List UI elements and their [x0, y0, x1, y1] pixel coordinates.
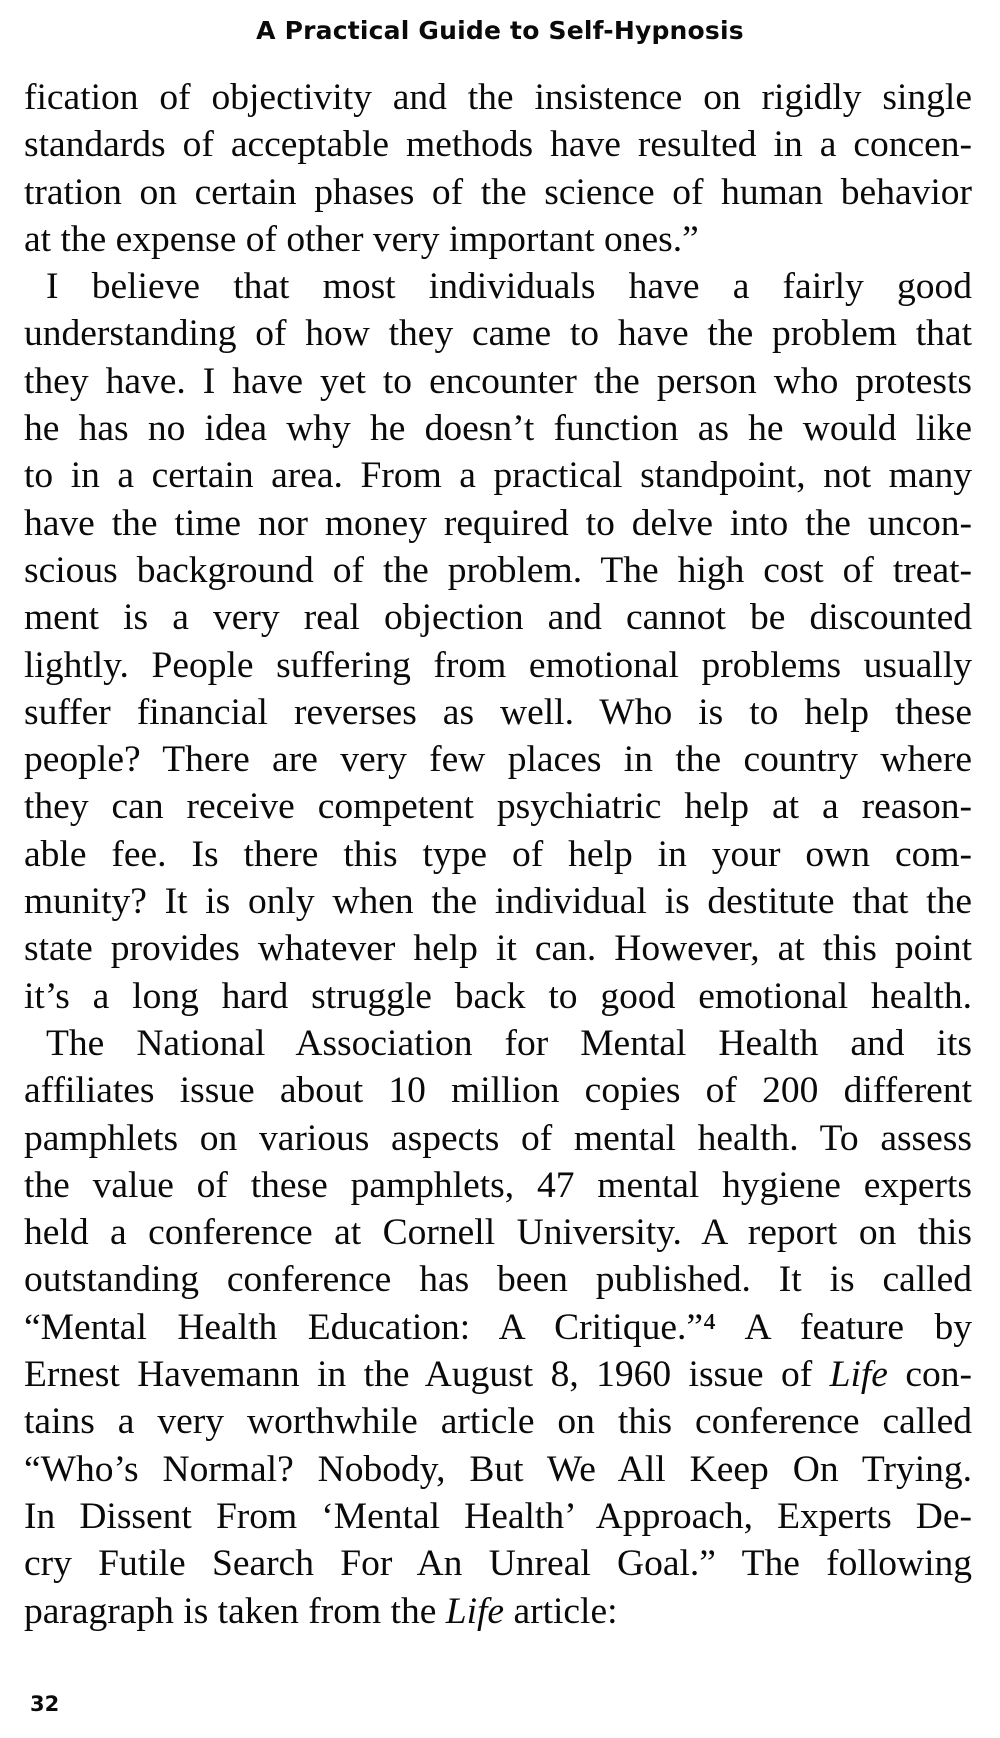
- text-segment: paragraph is taken from the: [24, 1590, 446, 1632]
- text-line: lightly. People suffering from emotional problems usually: [24, 644, 972, 686]
- text-line: it’s a long hard struggle back to good emotional health.: [24, 975, 972, 1017]
- paragraph-2: [24, 263, 972, 1020]
- body-text: [24, 74, 972, 1635]
- text-line: fication of objectivity and the insistence on rigidly single: [24, 77, 972, 118]
- text-line: they can receive competent psychiatric help at a reason-: [24, 786, 972, 828]
- text-line: people? There are very few places in the country where: [24, 739, 972, 781]
- text-segment: con-: [887, 1354, 972, 1396]
- text-segment: Ernest Havemann in the August 8, 1960 issue of: [24, 1354, 830, 1396]
- text-line: they have. I have yet to encounter the person who protests: [24, 360, 972, 402]
- text-line: standards of acceptable methods have resulted in a concen-: [24, 124, 972, 166]
- text-line: scious background of the problem. The high cost of treat-: [24, 549, 972, 591]
- text-line: he has no idea why he doesn’t function as he would like: [24, 408, 972, 450]
- text-line-with-italic: [24, 1588, 972, 1635]
- text-line: In Dissent From ‘Mental Health’ Approach, Experts De-: [24, 1495, 972, 1537]
- text-line: able fee. Is there this type of help in your own com-: [24, 833, 972, 875]
- text-line: tration on certain phases of the science of human behavior: [24, 171, 972, 213]
- text-line: ment is a very real objection and cannot be discounted: [24, 597, 972, 639]
- running-head-title: A Practical Guide to Self-Hypnosis: [256, 16, 744, 45]
- text-line: outstanding conference has been published. It is called: [24, 1259, 972, 1301]
- page-number: 32: [30, 1692, 60, 1716]
- text-line-with-italic: [24, 1351, 972, 1398]
- text-line: at the expense of other very important ones.”: [24, 218, 699, 260]
- text-line: to in a certain area. From a practical standpoint, not many: [24, 455, 972, 497]
- text-line: “Mental Health Education: A Critique.”⁴ A feature by: [24, 1306, 972, 1348]
- text-line: cry Futile Search For An Unreal Goal.” The following: [24, 1543, 972, 1585]
- text-line: tains a very worthwhile article on this conference called: [24, 1401, 972, 1443]
- magazine-title: Life: [829, 1354, 888, 1396]
- text-line: munity? It is only when the individual is destitute that the: [24, 881, 972, 923]
- text-line: pamphlets on various aspects of mental health. To assess: [24, 1117, 972, 1159]
- magazine-title: Life: [445, 1590, 505, 1632]
- text-line: the value of these pamphlets, 47 mental hygiene experts: [24, 1164, 972, 1206]
- text-line: affiliates issue about 10 million copies of 200 different: [24, 1070, 972, 1112]
- text-line: “Who’s Normal? Nobody, But We All Keep On Trying.: [24, 1448, 972, 1490]
- text-segment: article:: [504, 1590, 618, 1632]
- paragraph-3: [24, 1020, 972, 1635]
- paragraph-1: [24, 74, 972, 263]
- text-line: understanding of how they came to have the problem that: [24, 313, 972, 355]
- text-line: I believe that most individuals have a fairly good: [46, 266, 972, 308]
- text-line: held a conference at Cornell University. A report on this: [24, 1212, 972, 1254]
- text-line: The National Association for Mental Health and its: [46, 1022, 972, 1064]
- text-line: state provides whatever help it can. However, at this point: [24, 928, 972, 970]
- text-line: have the time nor money required to delve into the uncon-: [24, 502, 972, 544]
- text-line: suffer financial reverses as well. Who is to help these: [24, 691, 972, 733]
